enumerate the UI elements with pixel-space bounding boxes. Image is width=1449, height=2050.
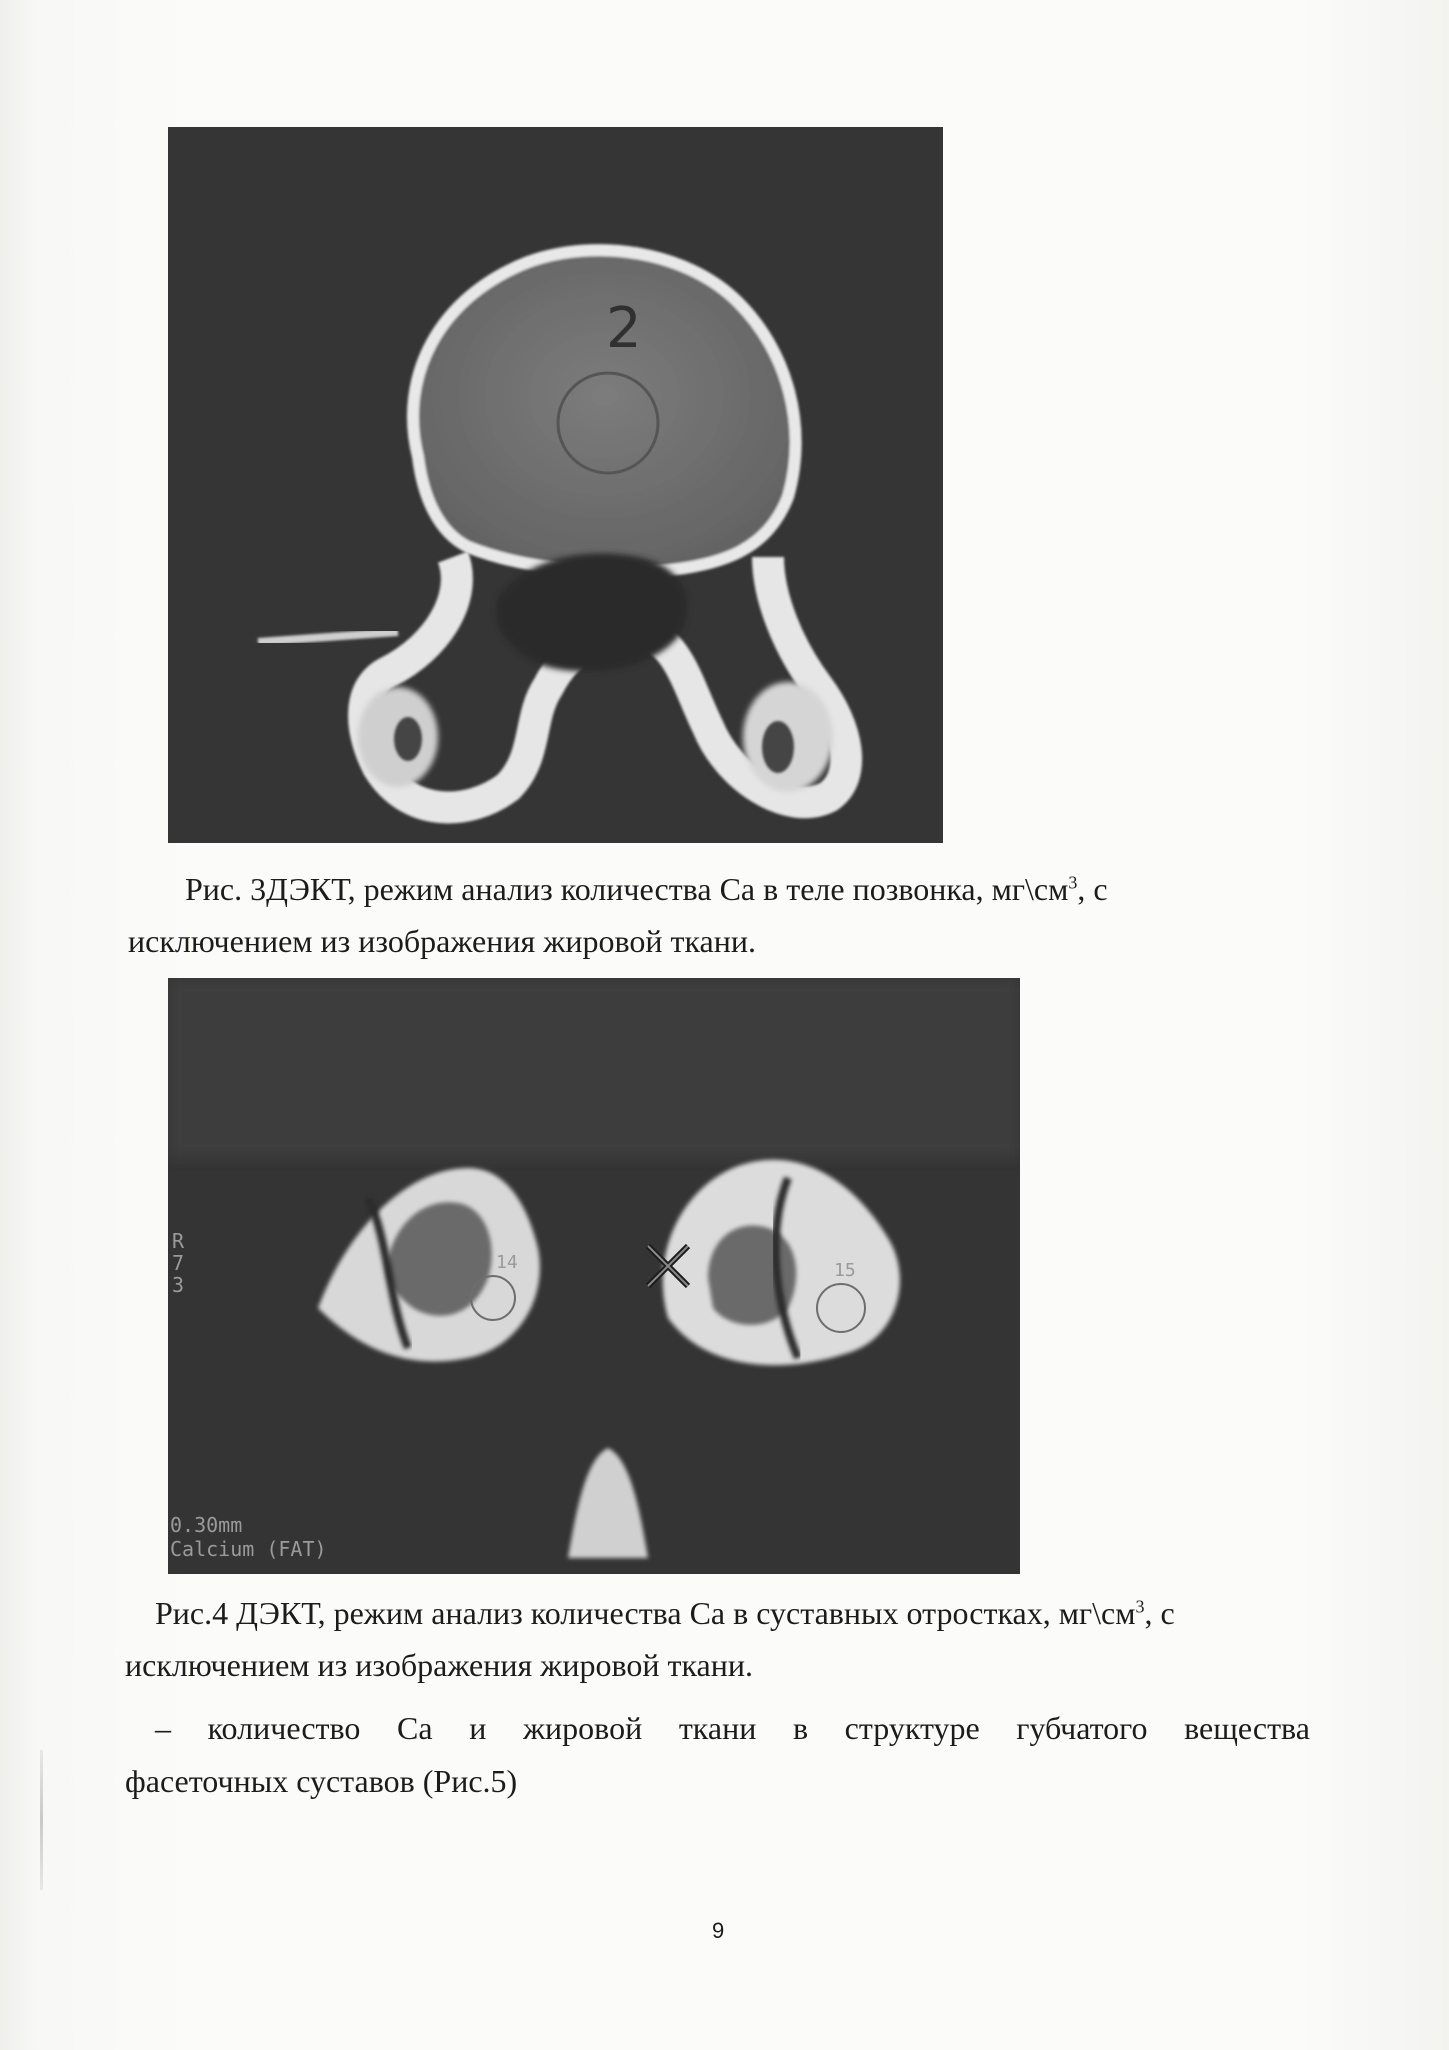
caption-text: Рис.4 ДЭКТ, режим анализ количества Са в суставных отростках, мг\см	[155, 1595, 1136, 1631]
caption-text-end: , с	[1077, 871, 1108, 907]
figure-3-caption-line2: исключением из изображения жировой ткани.	[128, 923, 756, 959]
bullet-word: вещества	[1184, 1710, 1310, 1746]
side-marker-3: 3	[172, 1273, 185, 1297]
caption-superscript: 3	[1135, 1596, 1145, 1617]
roi-left-label: 14	[496, 1252, 518, 1273]
bullet-dash: –	[155, 1710, 171, 1746]
figure-4-ct-facets	[168, 978, 1020, 1574]
figure-4-caption-line2: исключением из изображения жировой ткани.	[125, 1647, 753, 1683]
caption-text-end: , с	[1144, 1595, 1175, 1631]
bullet-paragraph-line2: фасеточных суставов (Рис.5)	[125, 1763, 518, 1799]
scan-artifact	[40, 1750, 43, 1890]
vertebra-ct-image	[168, 127, 943, 843]
side-marker-r: R	[172, 1229, 185, 1253]
page-number: 9	[712, 1918, 725, 1943]
mode-label: Calcium (FAT)	[170, 1537, 327, 1561]
figure-3-ct-vertebra	[168, 127, 943, 843]
bullet-word: количество	[207, 1710, 361, 1746]
caption-superscript: 3	[1068, 872, 1078, 893]
bullet-paragraph-line1	[155, 1703, 1310, 1753]
bullet-word: жировой	[522, 1710, 643, 1746]
slice-thickness-label: 0.30mm	[170, 1513, 243, 1537]
bullet-word: в	[792, 1710, 809, 1746]
roi-right-label: 15	[834, 1260, 856, 1281]
caption-text: Рис. 3ДЭКТ, режим анализ количества Са в теле позвонка, мг\см	[185, 871, 1069, 907]
bullet-word: Са	[397, 1710, 433, 1746]
bullet-word: губчатого	[1016, 1710, 1148, 1746]
figure-3-caption-line1	[185, 864, 1108, 914]
roi-label: 2	[606, 296, 642, 361]
bullet-word: ткани	[678, 1710, 757, 1746]
figure-4-caption-line1	[155, 1588, 1175, 1638]
bullet-word: структуре	[844, 1710, 980, 1746]
facet-ct-image	[168, 978, 1020, 1574]
bullet-word: и	[469, 1710, 487, 1746]
side-marker-7: 7	[172, 1251, 185, 1275]
